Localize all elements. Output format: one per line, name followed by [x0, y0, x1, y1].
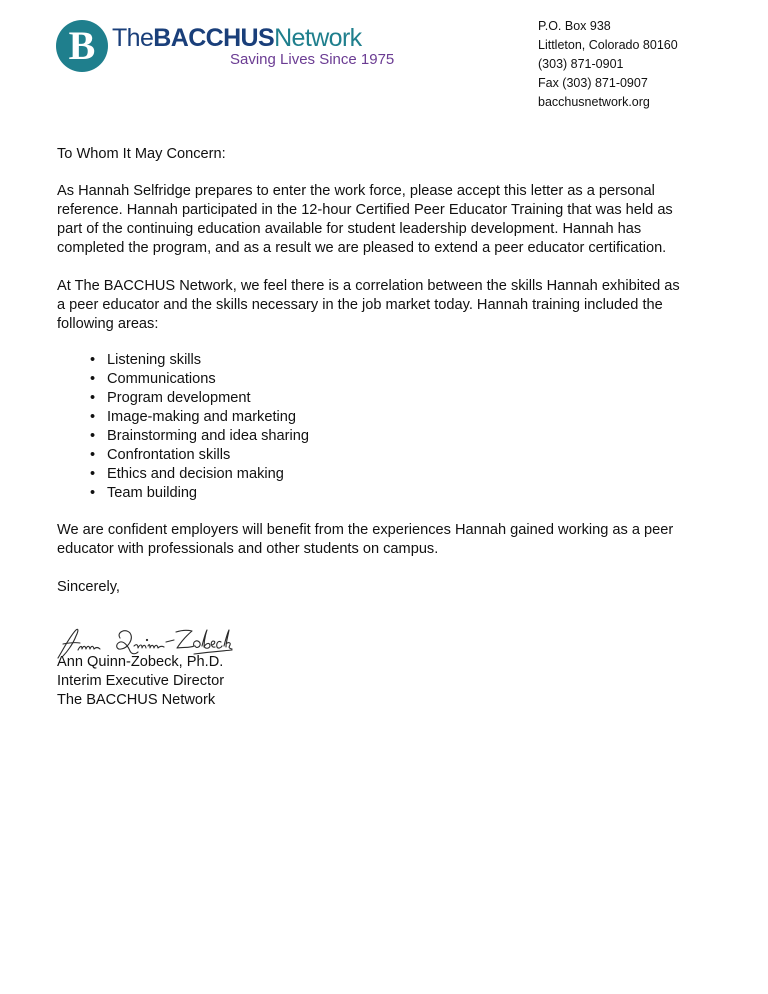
address-line: bacchusnetwork.org	[538, 95, 650, 109]
bacchus-logo	[56, 20, 416, 74]
bullet-icon: •	[90, 409, 96, 425]
logo-word-bacchus: BACCHUS	[153, 24, 275, 52]
bullet-icon: •	[90, 485, 96, 501]
logo-tagline: Saving Lives Since 1975	[230, 51, 395, 68]
bullet-icon: •	[90, 447, 96, 463]
text-line: As Hannah Selfridge prepares to enter the work force, please accept this letter as a personal	[57, 183, 655, 199]
address-line: P.O. Box 938	[538, 19, 611, 33]
address-line: Littleton, Colorado 80160	[538, 38, 678, 52]
list-item: • Program development	[90, 390, 251, 406]
list-item: • Communications	[90, 371, 216, 387]
text-line: following areas:	[57, 316, 159, 332]
text-line: reference. Hannah participated in the 12-hour Certified Peer Educator Training that was held as	[57, 202, 673, 218]
text-line: educator with professionals and other students on campus.	[57, 541, 439, 557]
paragraph-skills	[57, 277, 717, 334]
closing: Sincerely,	[57, 579, 120, 595]
list-item: • Brainstorming and idea sharing	[90, 428, 309, 444]
address-line: Fax (303) 871-0907	[538, 76, 648, 90]
signer-name: Ann Quinn-Zobeck, Ph.D.	[57, 654, 224, 670]
text-line: At The BACCHUS Network, we feel there is a correlation between the skills Hannah exhibited as	[57, 278, 680, 294]
bullet-icon: •	[90, 371, 96, 387]
return-address	[538, 17, 678, 112]
paragraph-intro	[57, 182, 717, 258]
bullet-icon: •	[90, 352, 96, 368]
logo-wordmark	[112, 24, 362, 53]
logo-b-icon	[56, 20, 108, 72]
signature-block	[57, 653, 224, 710]
list-item: • Listening skills	[90, 352, 202, 368]
list-item: • Confrontation skills	[90, 447, 231, 463]
signer-title: Interim Executive Director	[57, 673, 225, 689]
paragraph-closing	[57, 521, 717, 559]
logo-word-network: Network	[274, 24, 362, 52]
text-line: completed the program, and as a result we are pleased to extend a peer educator certification.	[57, 240, 667, 256]
training-areas-list	[90, 351, 309, 503]
address-line: (303) 871-0901	[538, 57, 624, 71]
text-line: a peer educator and the skills necessary in the job market today. Hannah training included the	[57, 297, 663, 313]
logo-letter: B	[68, 23, 96, 68]
logo-word-the: The	[112, 24, 154, 52]
list-item: • Image-making and marketing	[90, 409, 296, 425]
signer-organization: The BACCHUS Network	[57, 692, 216, 708]
bullet-icon: •	[90, 466, 96, 482]
text-line: We are confident employers will benefit from the experiences Hannah gained working as a peer	[57, 522, 674, 538]
salutation: To Whom It May Concern:	[57, 146, 226, 162]
list-item: • Team building	[90, 485, 198, 501]
bullet-icon: •	[90, 390, 96, 406]
list-item: • Ethics and decision making	[90, 466, 284, 482]
text-line: part of the continuing education available for student leadership development. Hannah has	[57, 221, 642, 237]
bullet-icon: •	[90, 428, 96, 444]
